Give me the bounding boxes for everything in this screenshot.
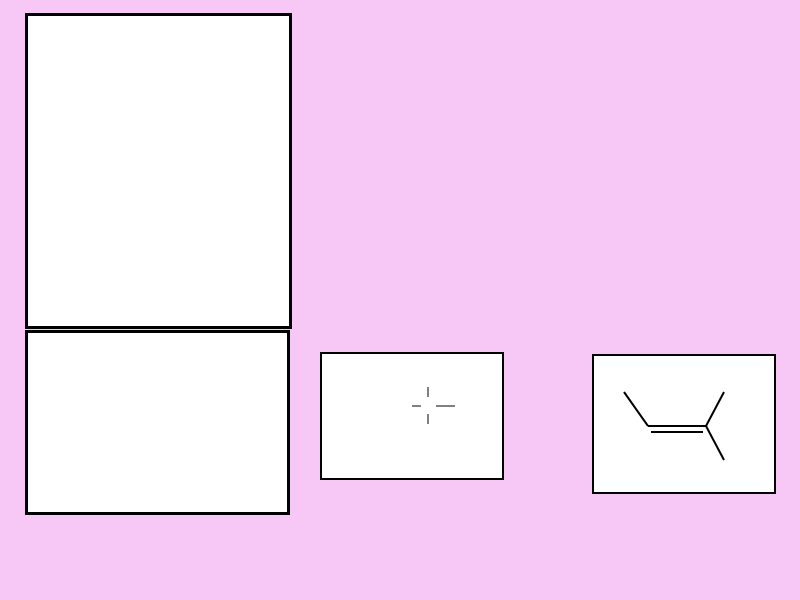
chart-panel-bottom bbox=[25, 330, 290, 515]
tce-structure bbox=[592, 354, 776, 494]
ammonium-structure bbox=[320, 352, 504, 480]
chart-panel-top bbox=[25, 13, 292, 329]
ammonium-structure-svg bbox=[322, 354, 502, 478]
tce-structure-svg bbox=[594, 356, 774, 492]
chart-bottom-svg bbox=[28, 333, 287, 512]
chart-top-svg bbox=[28, 16, 289, 326]
